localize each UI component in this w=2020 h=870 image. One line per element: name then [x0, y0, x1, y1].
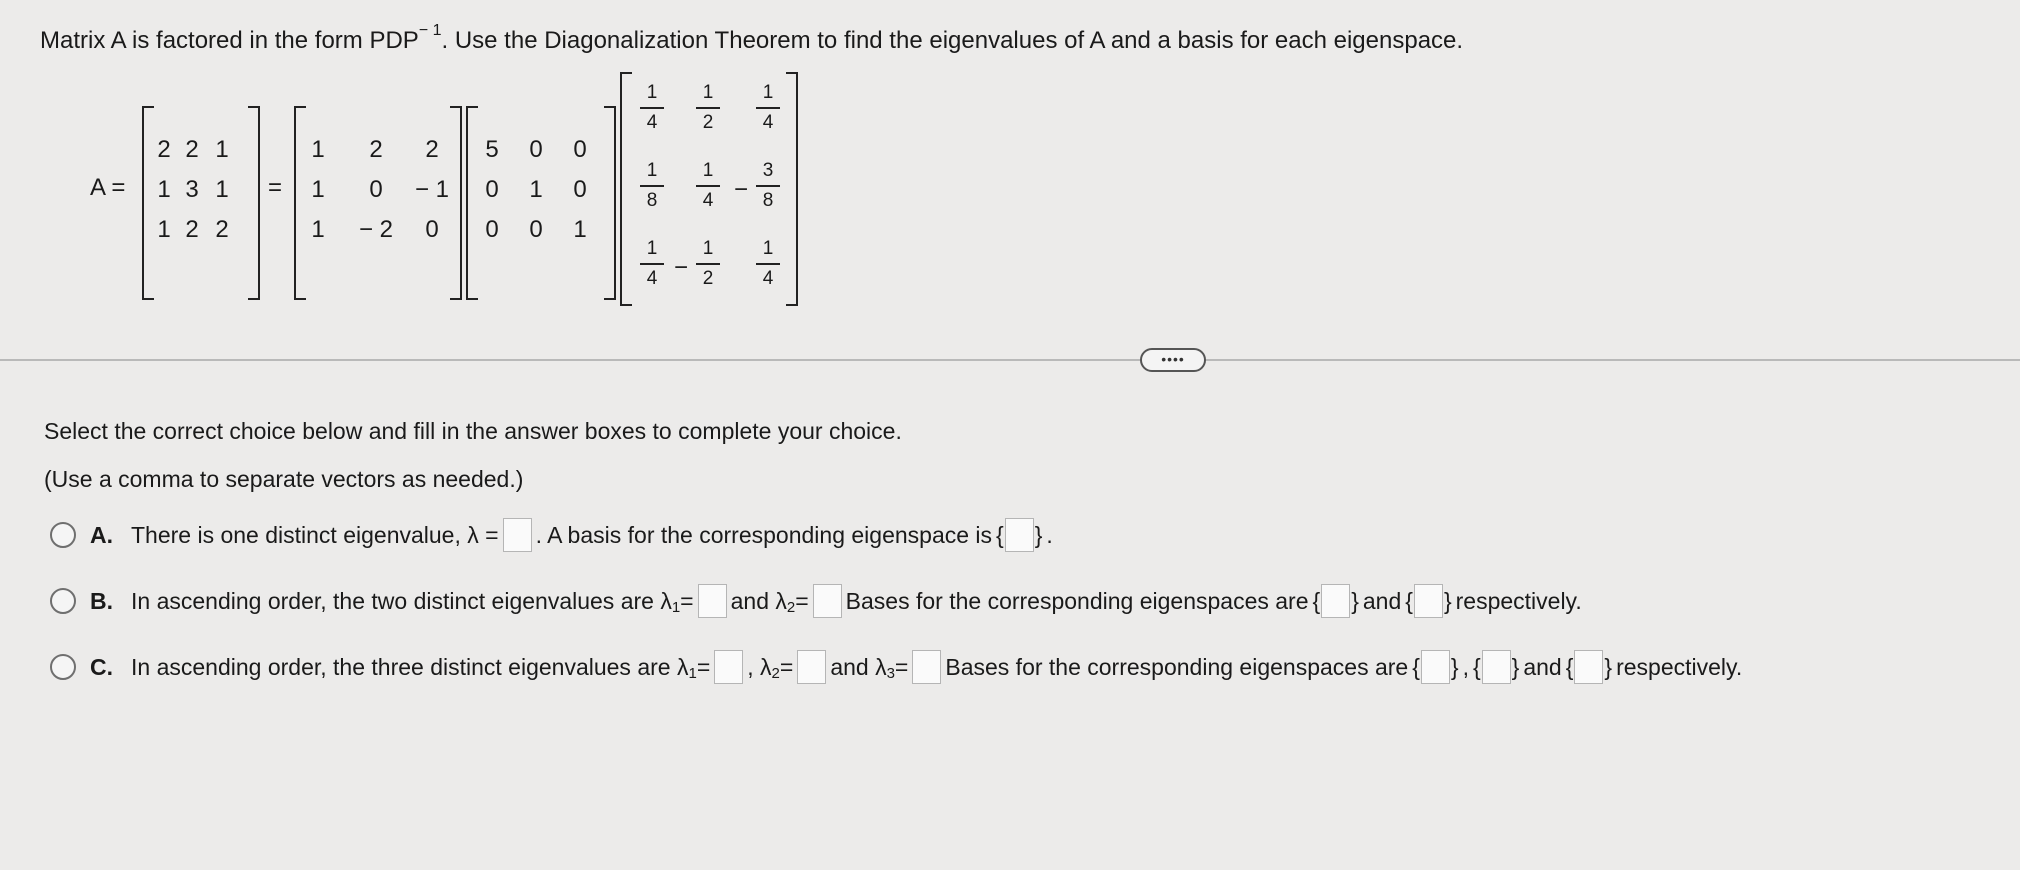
- denominator: 4: [646, 268, 658, 289]
- subscript: 3: [886, 664, 895, 682]
- numerator: 1: [646, 160, 658, 181]
- radio-button-a[interactable]: [50, 522, 76, 548]
- basis-set-1: { }: [1313, 584, 1359, 618]
- matrix-cell: 0: [485, 216, 499, 243]
- numerator: 1: [702, 160, 714, 181]
- matrix-cell: 0: [529, 216, 543, 243]
- matrix-cell: 2: [215, 216, 229, 243]
- eigenvalue-input[interactable]: [503, 518, 532, 552]
- basis-set-1: { }: [1412, 650, 1458, 684]
- fraction-bar: [640, 185, 664, 187]
- instruction-text: Select the correct choice below and fill in the answer boxes to complete your choice.: [44, 418, 902, 444]
- matrix-cell: 1: [215, 176, 229, 203]
- choice-a[interactable]: [50, 518, 1053, 552]
- basis-input[interactable]: [1005, 518, 1034, 552]
- fraction: [690, 82, 726, 134]
- radio-button-c[interactable]: [50, 654, 76, 680]
- denominator: 4: [762, 112, 774, 133]
- basis-2-input[interactable]: [1482, 650, 1511, 684]
- numerator: 1: [646, 82, 658, 103]
- bracket-right: [604, 106, 616, 300]
- numerator: 1: [762, 82, 774, 103]
- matrix-cell: 0: [529, 136, 543, 163]
- question-text-part: . Use the Diagonalization Theorem to find the eigenvalues of A and a basis for each eigenspace.: [441, 27, 1464, 54]
- choice-letter: C.: [90, 653, 113, 680]
- choice-text: .: [1046, 521, 1053, 548]
- fraction: [750, 160, 786, 212]
- matrix-cell: − 1: [414, 176, 450, 203]
- bracket-right: [450, 106, 462, 300]
- minus-sign: −: [674, 254, 689, 281]
- matrix-cell: 3: [185, 176, 199, 203]
- basis-3-input[interactable]: [1574, 650, 1603, 684]
- question-text: [40, 22, 1464, 55]
- fraction: [634, 238, 670, 290]
- choice-text: respectively.: [1455, 587, 1582, 614]
- numerator: 3: [762, 160, 774, 181]
- matrix-cell: 1: [311, 216, 325, 243]
- bracket-left: [620, 72, 632, 306]
- matrix-cell: 5: [485, 136, 499, 163]
- choice-text: respectively.: [1616, 653, 1743, 680]
- basis-set-2: { }: [1405, 584, 1451, 618]
- fraction-bar: [696, 185, 720, 187]
- basis-1-input[interactable]: [1321, 584, 1350, 618]
- denominator: 2: [702, 268, 714, 289]
- choice-text: There is one distinct eigenvalue, λ =: [131, 521, 499, 548]
- matrix-cell: 2: [425, 136, 439, 163]
- fraction-bar: [756, 185, 780, 187]
- fraction: [690, 160, 726, 212]
- matrix-cell: 1: [573, 216, 587, 243]
- fraction: [690, 238, 726, 290]
- eigenvalue-1-input[interactable]: [698, 584, 727, 618]
- choice-b[interactable]: [50, 584, 1582, 618]
- numerator: 1: [762, 238, 774, 259]
- instruction-note: (Use a comma to separate vectors as needed.): [44, 466, 524, 492]
- numerator: 1: [646, 238, 658, 259]
- choice-text: and: [1362, 587, 1402, 614]
- exponent: − 1: [418, 22, 442, 39]
- matrix-cell: − 2: [358, 216, 394, 243]
- basis-2-input[interactable]: [1414, 584, 1443, 618]
- denominator: 8: [762, 190, 774, 211]
- denominator: 4: [702, 190, 714, 211]
- matrix-cell: 2: [369, 136, 383, 163]
- matrix-cell: 0: [573, 136, 587, 163]
- matrix-cell: 1: [529, 176, 543, 203]
- denominator: 4: [646, 112, 658, 133]
- choice-text: Bases for the corresponding eigenspaces are: [945, 653, 1409, 680]
- eigenvalue-3-input[interactable]: [912, 650, 941, 684]
- matrix-cell: 1: [311, 136, 325, 163]
- matrix-cell: 2: [185, 136, 199, 163]
- fraction: [634, 82, 670, 134]
- choice-text: . A basis for the corresponding eigenspace is: [535, 521, 993, 548]
- fraction-bar: [756, 263, 780, 265]
- matrix-cell: 0: [485, 176, 499, 203]
- equals-sign: =: [268, 174, 283, 201]
- bracket-right: [248, 106, 260, 300]
- denominator: 8: [646, 190, 658, 211]
- matrix-cell: 1: [157, 176, 171, 203]
- choice-letter: B.: [90, 587, 113, 614]
- numerator: 1: [702, 82, 714, 103]
- numerator: 1: [702, 238, 714, 259]
- bracket-right: [786, 72, 798, 306]
- choice-text: In ascending order, the two distinct eigenvalues are λ: [131, 587, 672, 614]
- fraction-bar: [696, 263, 720, 265]
- show-more-button[interactable]: ••••: [1140, 348, 1206, 372]
- choice-text: Bases for the corresponding eigenspaces are: [845, 587, 1309, 614]
- matrix-cell: 0: [425, 216, 439, 243]
- choice-text: =: [779, 653, 794, 680]
- basis-1-input[interactable]: [1421, 650, 1450, 684]
- question-text-part: Matrix A is factored in the form PDP: [40, 27, 419, 54]
- fraction: [750, 82, 786, 134]
- eigenvalue-2-input[interactable]: [797, 650, 826, 684]
- choice-text: and: [1523, 653, 1562, 680]
- choice-c[interactable]: [50, 650, 1742, 684]
- choice-text: , λ: [747, 653, 772, 680]
- fraction: [634, 160, 670, 212]
- eigenvalue-2-input[interactable]: [813, 584, 842, 618]
- basis-set-3: { }: [1566, 650, 1612, 684]
- basis-set-2: { }: [1473, 650, 1519, 684]
- eigenvalue-1-input[interactable]: [714, 650, 743, 684]
- denominator: 4: [762, 268, 774, 289]
- radio-button-b[interactable]: [50, 588, 76, 614]
- subscript: 2: [771, 664, 780, 682]
- matrix-cell: 2: [157, 136, 171, 163]
- matrix-cell: 0: [573, 176, 587, 203]
- section-divider: [0, 359, 2020, 361]
- choice-text: =: [696, 653, 711, 680]
- fraction-bar: [640, 107, 664, 109]
- matrix-cell: 1: [215, 136, 229, 163]
- choice-text: =: [795, 587, 809, 614]
- choice-text: =: [680, 587, 694, 614]
- denominator: 2: [702, 112, 714, 133]
- choice-letter: A.: [90, 521, 113, 548]
- matrix-cell: 0: [369, 176, 383, 203]
- choice-text: and λ: [830, 653, 887, 680]
- subscript: 2: [786, 598, 796, 616]
- fraction-bar: [640, 263, 664, 265]
- matrix-cell: 2: [185, 216, 199, 243]
- basis-set: { }: [996, 518, 1042, 552]
- minus-sign: −: [734, 176, 749, 203]
- matrix-cell: 1: [157, 216, 171, 243]
- fraction: [750, 238, 786, 290]
- fraction-bar: [696, 107, 720, 109]
- fraction-bar: [756, 107, 780, 109]
- choice-text: =: [894, 653, 909, 680]
- choice-text: In ascending order, the three distinct eigenvalues are λ: [131, 653, 689, 680]
- matrix-label-a: A =: [90, 174, 126, 201]
- choice-text: ,: [1462, 653, 1469, 680]
- matrix-cell: 1: [311, 176, 325, 203]
- subscript: 1: [688, 664, 697, 682]
- choice-text: and λ: [730, 587, 787, 614]
- subscript: 1: [671, 598, 681, 616]
